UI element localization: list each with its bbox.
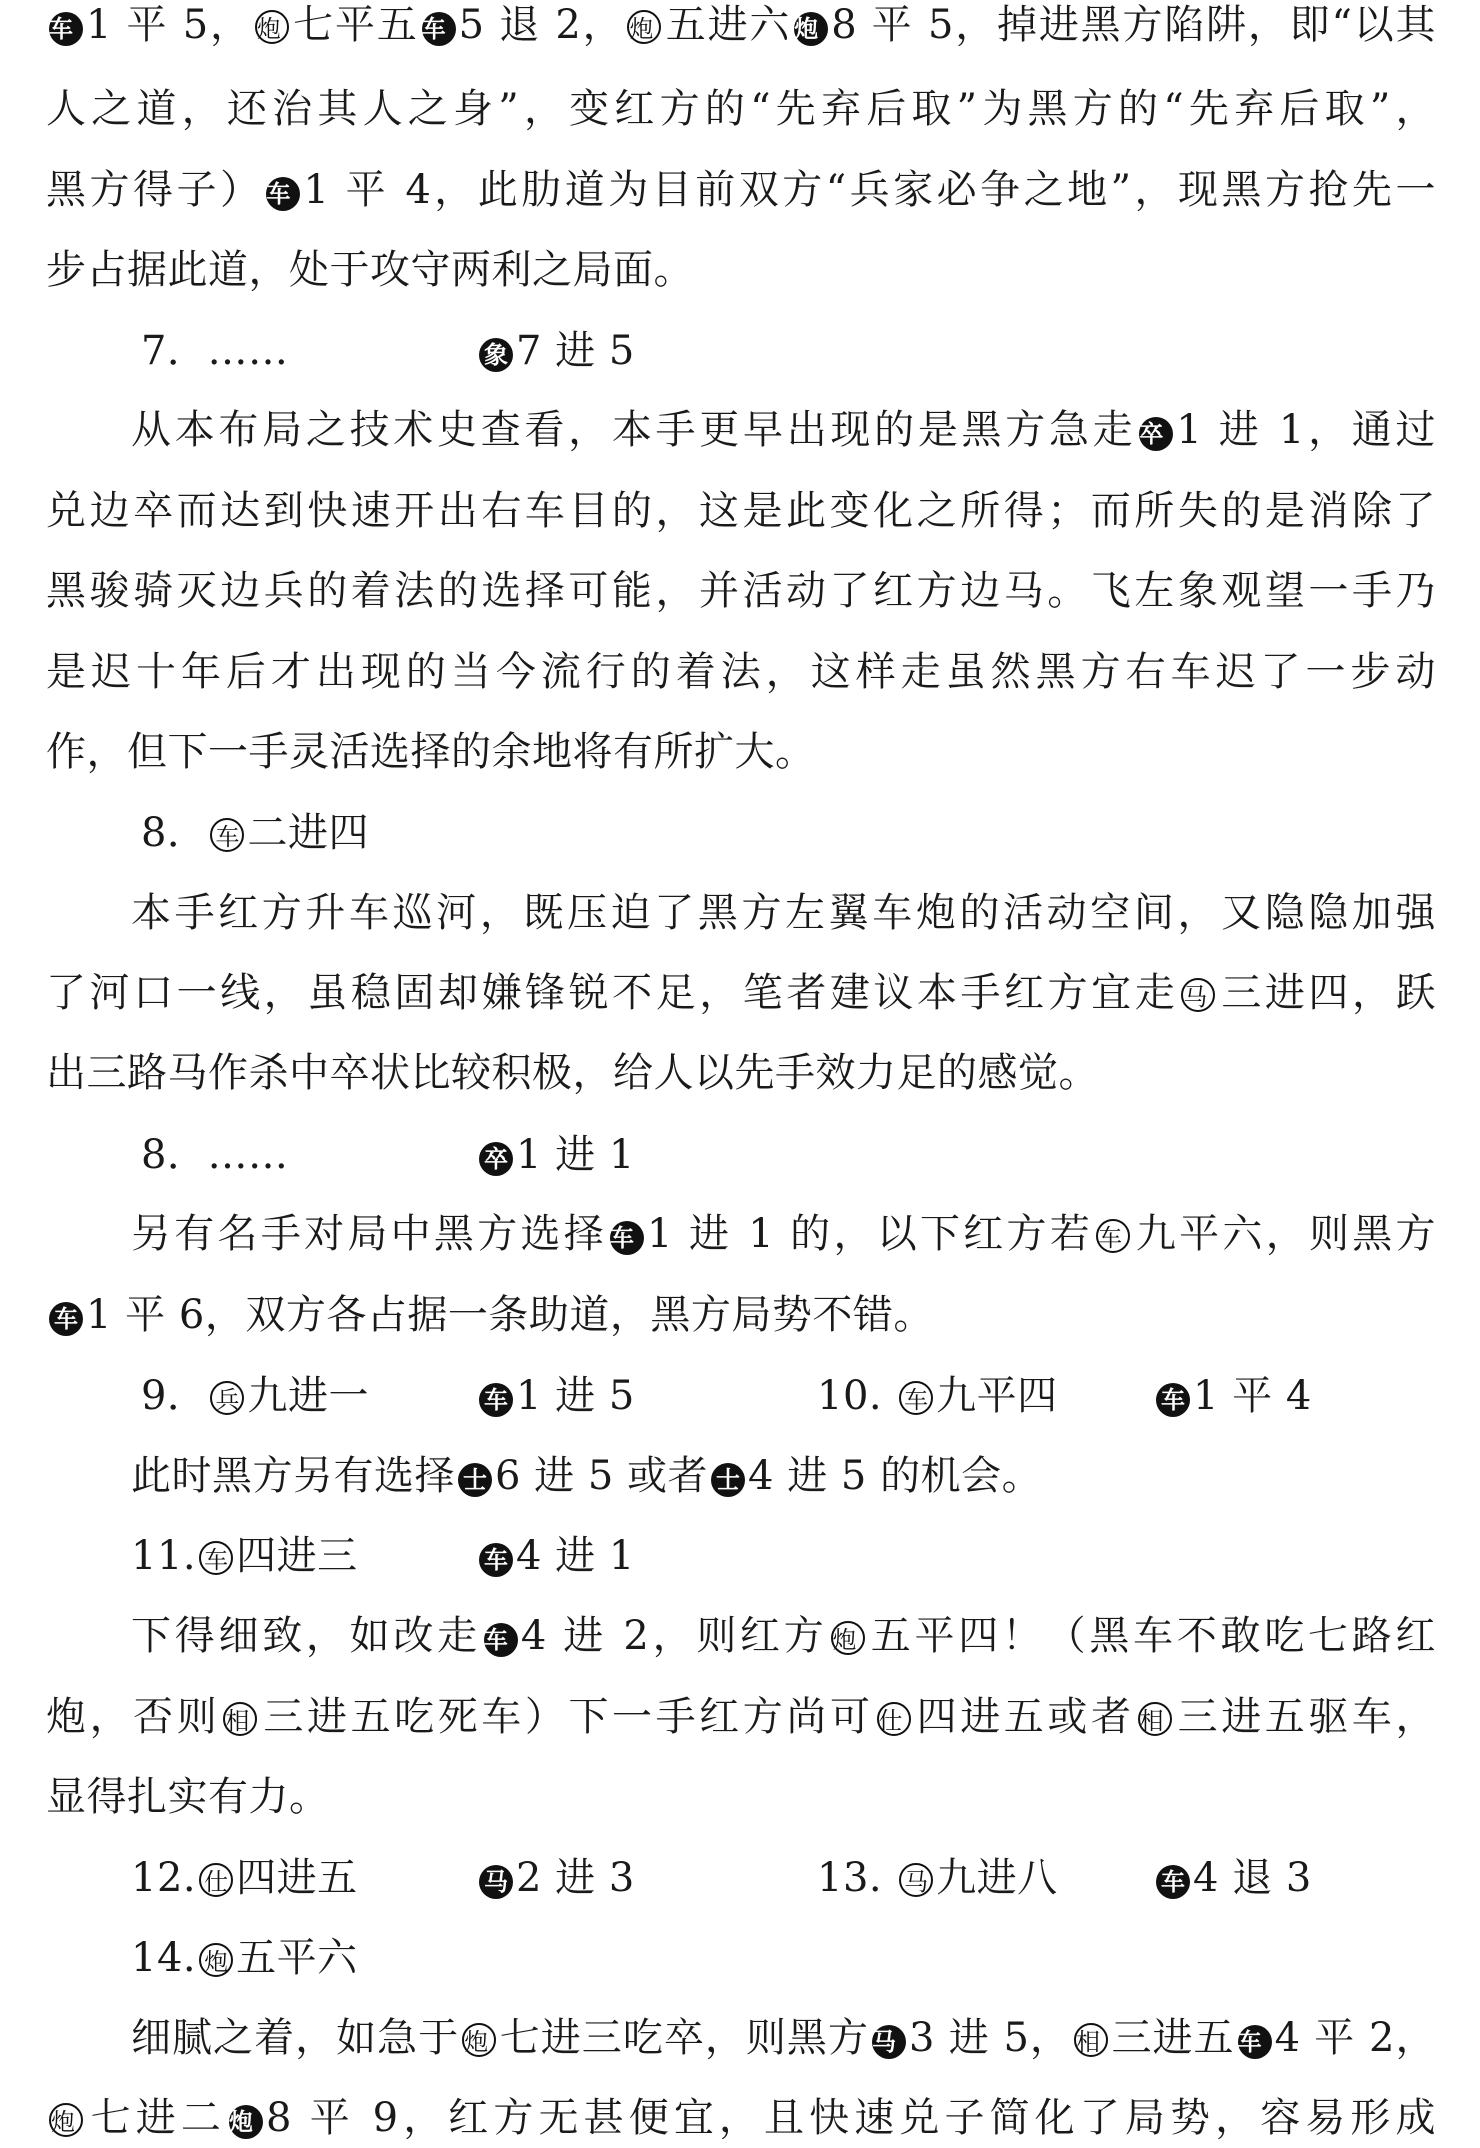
para2-line1: 从本布局之技术史查看，本手更早出现的是黑方急走 卒 1 进 1，通过: [131, 407, 1437, 453]
para5-line1: 此时黑方另有选择 士 6 进 5 或者 士 4 进 5 的机会。: [131, 1453, 1043, 1499]
red-cannon-icon: 炮: [831, 1621, 865, 1655]
para3-line3: 出三路马作杀中卒状比较积极，给人以先手效力足的感觉。: [46, 1050, 1099, 1096]
black-cannon-icon: 炮: [794, 12, 828, 46]
red-advisor-icon: 仕: [877, 1702, 911, 1736]
para2-line2: 兑边卒而达到快速开出右车目的，这是此变化之所得；而所失的是消除了: [46, 488, 1436, 534]
para3-line1: 本手红方升车巡河，既压迫了黑方左翼车炮的活动空间，又隐隐加强: [131, 890, 1436, 936]
red-cannon-icon: 炮: [462, 2023, 496, 2057]
red-chariot-icon: 车: [199, 1541, 233, 1575]
para7-line1: 细腻之着，如急于 炮 七进三吃卒，则黑方 马 3 进 5， 相 三进五 车 4 平 2，: [131, 2015, 1437, 2061]
black-chariot-icon: 车: [49, 12, 83, 46]
red-cannon-icon: 炮: [255, 10, 289, 44]
move-line-9-10: 9． 兵 九进一 车 1 进 5 10. 车 九平四 车 1 平 4: [141, 1373, 1312, 1419]
black-cannon-icon: 炮: [229, 2105, 263, 2139]
para2-line5: 作，但下一手灵活选择的余地将有所扩大。: [46, 729, 816, 775]
para7-line2: 炮 七进二 炮 8 平 9，红方无甚便宜，且快速兑子简化了局势，容易形成: [51, 2095, 1437, 2141]
para1-line2: 人之道，还治其人之身”，变红方的“先弃后取”为黑方的“先弃后取”，: [46, 86, 1436, 132]
move-line-12-13: 12. 仕 四进五 马 2 进 3 13. 马 九进八 车 4 退 3: [131, 1855, 1312, 1901]
black-soldier-icon: 卒: [1139, 417, 1173, 451]
move-line-14: 14. 炮 五平六: [131, 1935, 358, 1981]
black-soldier-icon: 卒: [479, 1142, 513, 1176]
para6-line2: 炮，否则 相 三进五吃死车）下一手红方尚可 仕 四进五或者 相 三进五驱车，: [46, 1694, 1437, 1740]
red-horse-icon: 马: [899, 1863, 933, 1897]
red-cannon-icon: 炮: [199, 1943, 233, 1977]
red-minister-icon: 相: [1074, 2023, 1108, 2057]
red-minister-icon: 相: [223, 1702, 257, 1736]
black-horse-icon: 马: [479, 1865, 513, 1899]
black-chariot-icon: 车: [479, 1383, 513, 1417]
black-advisor-icon: 士: [711, 1463, 745, 1497]
para3-line2: 了河口一线，虽稳固却嫌锋锐不足，笔者建议本手红方宜走 马 三进四，跃: [46, 970, 1437, 1016]
para1-line1: 车 1 平 5， 炮 七平五 车 5 退 2， 炮 五进六 炮 8 平 5，掉进黑方陷阱，即“以其: [49, 2, 1437, 48]
red-cannon-icon: 炮: [49, 2103, 83, 2137]
para4-line2: 车 1 平 6，双方各占据一条助道，黑方局势不错。: [46, 1285, 1480, 1345]
black-chariot-icon: 车: [1156, 1865, 1190, 1899]
red-advisor-icon: 仕: [199, 1863, 233, 1897]
para6-line3: 显得扎实有力。: [46, 1774, 330, 1820]
black-horse-icon: 马: [872, 2025, 906, 2059]
move-line-8: 8． 车 二进四: [141, 810, 369, 856]
red-cannon-icon: 炮: [627, 10, 661, 44]
red-chariot-icon: 车: [210, 818, 244, 852]
red-minister-icon: 相: [1138, 1702, 1172, 1736]
black-chariot-icon: 车: [479, 1543, 513, 1577]
red-horse-icon: 马: [1181, 978, 1215, 1012]
para2-line4: 是迟十年后才出现的当今流行的着法，这样走虽然黑方右车迟了一步动: [46, 649, 1436, 695]
red-chariot-icon: 车: [1096, 1219, 1130, 1253]
black-advisor-icon: 士: [458, 1463, 492, 1497]
black-chariot-icon: 车: [1238, 2025, 1272, 2059]
move-line-11: 11. 车 四进三 车 4 进 1: [131, 1533, 635, 1579]
move-line-8b: 8．…… 卒 1 进 1: [141, 1132, 635, 1178]
para4-line1: 另有名手对局中黑方选择 车 1 进 1 的，以下红方若 车 九平六，则黑方: [131, 1211, 1437, 1257]
black-chariot-icon: 车: [49, 1302, 83, 1336]
red-chariot-icon: 车: [899, 1381, 933, 1415]
black-chariot-icon: 车: [610, 1221, 644, 1255]
para1-line3: 黑方得子） 车 1 平 4，此肋道为目前双方“兵家必争之地”，现黑方抢先一: [46, 167, 1436, 213]
para1-line4: 步占据此道，处于攻守两利之局面。: [46, 247, 694, 293]
para2-line3: 黑骏骑灭边兵的着法的选择可能，并活动了红方边马。飞左象观望一手乃: [46, 568, 1436, 614]
black-elephant-icon: 象: [479, 338, 513, 372]
black-chariot-icon: 车: [266, 177, 300, 211]
red-pawn-icon: 兵: [210, 1381, 244, 1415]
black-chariot-icon: 车: [1156, 1383, 1190, 1417]
move-line-7: 7．…… 象 7 进 5: [141, 328, 635, 374]
para6-line1: 下得细致，如改走 车 4 进 2，则红方 炮 五平四！（黑车不敢吃七路红: [131, 1613, 1437, 1659]
black-chariot-icon: 车: [484, 1623, 518, 1657]
black-chariot-icon: 车: [422, 12, 456, 46]
